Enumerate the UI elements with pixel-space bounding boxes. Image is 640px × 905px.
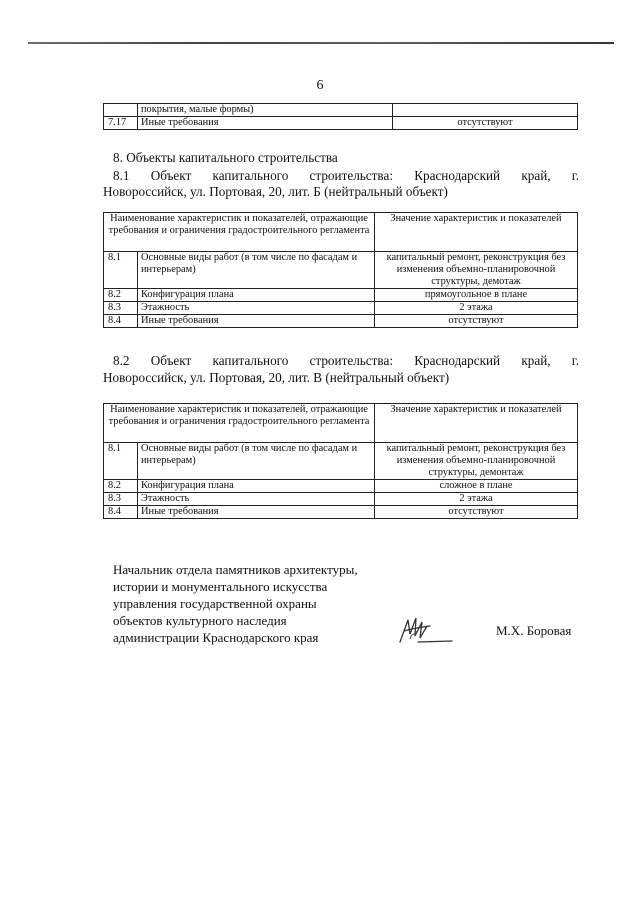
row-number: 7.17 (104, 117, 138, 130)
table-row (104, 104, 578, 117)
row-value: отсутствуют (375, 315, 578, 328)
row-value: 2 этажа (375, 302, 578, 315)
table-header-row (104, 213, 578, 252)
row-value: отсутствуют (375, 506, 578, 519)
row-name: Иные требования (138, 117, 393, 130)
signatory-name: М.Х. Боровая (496, 623, 572, 638)
row-value: капитальный ремонт, реконструкция без изменения объемно-планировочной структуры, демонтаж (375, 443, 578, 480)
row-number: 8.1 (104, 252, 138, 289)
object-1-heading-cont: Новороссийск, ул. Портовая, 20, лит. Б (нейтральный объект) (103, 184, 448, 199)
header-values: Значение характеристик и показателей (375, 213, 578, 252)
row-name: покрытия, малые формы) (138, 104, 393, 117)
row-number: 8.3 (104, 493, 138, 506)
requirements-table-object-2 (103, 403, 578, 519)
header-values: Значение характеристик и показателей (375, 404, 578, 443)
row-value: 2 этажа (375, 493, 578, 506)
row-name: Этажность (138, 302, 375, 315)
header-characteristics: Наименование характеристик и показателей, отражающие требования и ограничения градостроительного регламента (104, 213, 375, 252)
table-row (104, 443, 578, 480)
table-row (104, 315, 578, 328)
row-name: Основные виды работ (в том числе по фасадам и интерьерам) (138, 443, 375, 480)
object-2-heading-cont: Новороссийск, ул. Портовая, 20, лит. В (нейтральный объект) (103, 370, 450, 385)
section-title: 8. Объекты капитального строительства (113, 150, 338, 165)
table-row (104, 289, 578, 302)
table-row (104, 480, 578, 493)
scan-top-edge (28, 42, 614, 44)
object-2-heading: 8.2 Объект капитального строительства: Краснодарский край, г. (113, 353, 579, 368)
signatory-position (113, 561, 358, 646)
position-line: управления государственной охраны (113, 596, 317, 611)
row-number (104, 104, 138, 117)
position-line: истории и монументального искусства (113, 579, 328, 594)
table-row (104, 302, 578, 315)
row-value: прямоугольное в плане (375, 289, 578, 302)
row-value: сложное в плане (375, 480, 578, 493)
row-number: 8.2 (104, 289, 138, 302)
table-header-row (104, 404, 578, 443)
row-number: 8.4 (104, 315, 138, 328)
row-number: 8.3 (104, 302, 138, 315)
requirements-table-7-tail (103, 103, 578, 130)
position-line: администрации Краснодарского края (113, 630, 319, 645)
handwritten-signature (396, 612, 456, 646)
row-name: Иные требования (138, 315, 375, 328)
position-line: Начальник отдела памятников архитектуры, (113, 562, 358, 577)
object-1-heading: 8.1 Объект капитального строительства: Краснодарский край, г. (113, 168, 579, 183)
header-characteristics: Наименование характеристик и показателей, отражающие требования и ограничения градостроительного регламента (104, 404, 375, 443)
table-row (104, 252, 578, 289)
row-value: капитальный ремонт, реконструкция без изменения объемно-планировочной структуры, демотаж (375, 252, 578, 289)
row-name: Этажность (138, 493, 375, 506)
row-number: 8.1 (104, 443, 138, 480)
table-row (104, 117, 578, 130)
row-name: Основные виды работ (в том числе по фасадам и интерьерам) (138, 252, 375, 289)
row-name: Конфигурация плана (138, 480, 375, 493)
row-value (393, 104, 578, 117)
row-number: 8.2 (104, 480, 138, 493)
page-number: 6 (316, 78, 324, 93)
row-name: Конфигурация плана (138, 289, 375, 302)
position-line: объектов культурного наследия (113, 613, 287, 628)
table-row (104, 506, 578, 519)
table-row (104, 493, 578, 506)
row-number: 8.4 (104, 506, 138, 519)
row-value: отсутствуют (393, 117, 578, 130)
row-name: Иные требования (138, 506, 375, 519)
requirements-table-object-1 (103, 212, 578, 328)
